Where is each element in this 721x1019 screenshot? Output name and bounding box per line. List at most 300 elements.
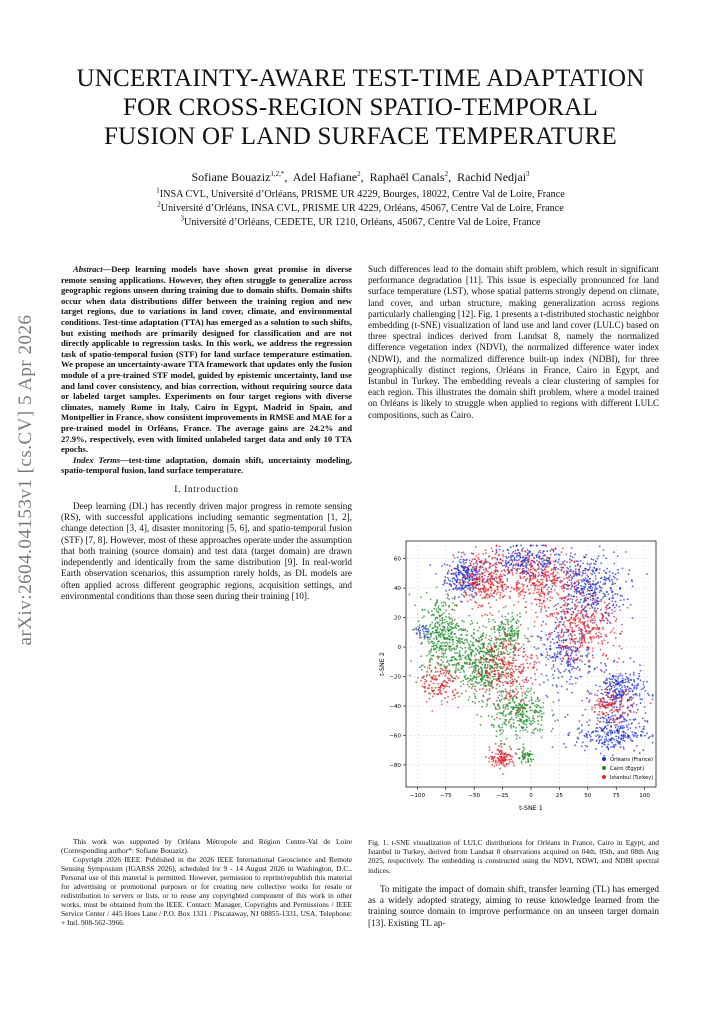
- scatter-point: [475, 670, 477, 672]
- scatter-point: [586, 615, 588, 617]
- scatter-point: [584, 606, 586, 608]
- scatter-point: [646, 681, 648, 683]
- scatter-point: [510, 725, 512, 727]
- scatter-point: [485, 682, 487, 684]
- scatter-point: [498, 555, 500, 557]
- scatter-point: [507, 619, 509, 621]
- scatter-point: [633, 672, 635, 674]
- scatter-point: [462, 588, 464, 590]
- scatter-point: [506, 664, 508, 666]
- scatter-point: [625, 690, 627, 692]
- scatter-point: [436, 678, 438, 680]
- scatter-point: [563, 621, 565, 623]
- scatter-point: [450, 622, 452, 624]
- scatter-point: [495, 639, 497, 641]
- right-column: [368, 264, 659, 421]
- scatter-point: [454, 697, 456, 699]
- scatter-point: [435, 651, 437, 653]
- scatter-point: [512, 567, 514, 569]
- scatter-point: [569, 672, 571, 674]
- figure-caption: Fig. 1. t-SNE visualization of LULC distributions for Orléans in France, Cairo in Egypt, and Istanbul in Turkey, derived from Landsat 8 observations acquired on 04th, 05th, and 08th Aug 2025, respectively. The embedding is constructed using the NDVI, NDWI, and NDBI spectral indices.: [368, 838, 659, 875]
- scatter-point: [487, 581, 489, 583]
- scatter-point: [496, 764, 498, 766]
- scatter-point: [532, 560, 534, 562]
- scatter-point: [504, 758, 506, 760]
- scatter-point: [452, 602, 454, 604]
- scatter-point: [611, 609, 613, 611]
- scatter-point: [499, 549, 501, 551]
- scatter-point: [493, 592, 495, 594]
- scatter-point: [632, 684, 634, 686]
- scatter-point: [448, 672, 450, 674]
- scatter-point: [603, 682, 605, 684]
- scatter-point: [489, 684, 491, 686]
- scatter-point: [557, 580, 559, 582]
- scatter-point: [600, 698, 602, 700]
- scatter-point: [505, 556, 507, 558]
- scatter-point: [499, 685, 501, 687]
- scatter-point: [505, 606, 507, 608]
- scatter-point: [596, 558, 598, 560]
- scatter-point: [508, 664, 510, 666]
- scatter-point: [500, 574, 502, 576]
- scatter-point: [481, 681, 483, 683]
- scatter-point: [595, 685, 597, 687]
- scatter-point: [459, 650, 461, 652]
- scatter-point: [633, 674, 635, 676]
- scatter-point: [530, 696, 532, 698]
- scatter-point: [511, 682, 513, 684]
- scatter-point: [539, 606, 541, 608]
- scatter-point: [472, 685, 474, 687]
- scatter-point: [641, 699, 643, 701]
- scatter-point: [521, 761, 523, 763]
- scatter-point: [482, 573, 484, 575]
- scatter-point: [479, 589, 481, 591]
- scatter-point: [594, 704, 596, 706]
- scatter-point: [604, 582, 606, 584]
- scatter-point: [471, 608, 473, 610]
- scatter-point: [516, 686, 518, 688]
- scatter-point: [590, 599, 592, 601]
- scatter-point: [562, 636, 564, 638]
- scatter-point: [547, 598, 549, 600]
- scatter-point: [601, 587, 603, 589]
- scatter-point: [460, 579, 462, 581]
- scatter-point: [476, 579, 478, 581]
- scatter-point: [636, 745, 638, 747]
- scatter-point: [475, 664, 477, 666]
- scatter-point: [528, 582, 530, 584]
- scatter-point: [513, 559, 515, 561]
- scatter-point: [571, 638, 573, 640]
- scatter-point: [452, 621, 454, 623]
- scatter-point: [421, 669, 423, 671]
- scatter-point: [525, 591, 527, 593]
- scatter-point: [497, 655, 499, 657]
- scatter-point: [437, 627, 439, 629]
- scatter-point: [563, 600, 565, 602]
- scatter-point: [599, 546, 601, 548]
- scatter-point: [510, 755, 512, 757]
- scatter-point: [614, 583, 616, 585]
- scatter-point: [562, 561, 564, 563]
- scatter-point: [561, 564, 563, 566]
- scatter-point: [574, 591, 576, 593]
- scatter-point: [596, 588, 598, 590]
- scatter-point: [517, 638, 519, 640]
- scatter-point: [483, 643, 485, 645]
- scatter-point: [453, 695, 455, 697]
- scatter-point: [498, 759, 500, 761]
- scatter-point: [443, 612, 445, 614]
- scatter-point: [435, 668, 437, 670]
- scatter-point: [619, 741, 621, 743]
- scatter-point: [424, 686, 426, 688]
- scatter-point: [462, 629, 464, 631]
- scatter-point: [482, 605, 484, 607]
- scatter-point: [460, 667, 462, 669]
- scatter-point: [509, 719, 511, 721]
- scatter-point: [474, 676, 476, 678]
- scatter-point: [508, 714, 510, 716]
- scatter-point: [435, 623, 437, 625]
- scatter-point: [503, 555, 505, 557]
- y-tick-label: −20: [389, 674, 401, 681]
- scatter-point: [609, 598, 611, 600]
- scatter-point: [567, 733, 569, 735]
- scatter-point: [434, 605, 436, 607]
- scatter-point: [604, 705, 606, 707]
- scatter-point: [423, 675, 425, 677]
- scatter-point: [510, 570, 512, 572]
- scatter-point: [542, 729, 544, 731]
- scatter-point: [487, 571, 489, 573]
- scatter-point: [542, 706, 544, 708]
- scatter-point: [516, 614, 518, 616]
- scatter-point: [466, 639, 468, 641]
- right-paragraph: To mitigate the impact of domain shift, transfer learning (TL) has emerged as a widely adopted strategy, aiming to reuse knowledge learned from the training source domain to improve performance on an unseen target domain [13]. Existing TL ap-: [368, 884, 659, 928]
- scatter-point: [617, 569, 619, 571]
- scatter-point: [479, 689, 481, 691]
- scatter-point: [533, 692, 535, 694]
- scatter-point: [522, 692, 524, 694]
- scatter-point: [428, 642, 430, 644]
- scatter-point: [522, 756, 524, 758]
- scatter-point: [497, 589, 499, 591]
- scatter-point: [557, 641, 559, 643]
- scatter-point: [424, 679, 426, 681]
- scatter-point: [622, 712, 624, 714]
- scatter-point: [619, 682, 621, 684]
- scatter-point: [546, 578, 548, 580]
- scatter-point: [522, 670, 524, 672]
- scatter-point: [435, 687, 437, 689]
- scatter-point: [532, 666, 534, 668]
- scatter-point: [507, 705, 509, 707]
- scatter-point: [418, 620, 420, 622]
- scatter-point: [617, 710, 619, 712]
- scatter-point: [612, 746, 614, 748]
- scatter-point: [485, 570, 487, 572]
- scatter-point: [615, 727, 617, 729]
- scatter-point: [604, 639, 606, 641]
- scatter-point: [424, 666, 426, 668]
- scatter-point: [473, 637, 475, 639]
- scatter-point: [636, 684, 638, 686]
- scatter-point: [577, 666, 579, 668]
- scatter-point: [596, 695, 598, 697]
- scatter-point: [422, 609, 424, 611]
- scatter-point: [501, 667, 503, 669]
- scatter-point: [561, 628, 563, 630]
- scatter-point: [443, 634, 445, 636]
- scatter-point: [529, 657, 531, 659]
- scatter-point: [571, 601, 573, 603]
- scatter-point: [600, 599, 602, 601]
- scatter-point: [472, 597, 474, 599]
- scatter-point: [590, 573, 592, 575]
- scatter-point: [456, 643, 458, 645]
- scatter-point: [460, 647, 462, 649]
- scatter-point: [483, 578, 485, 580]
- scatter-point: [474, 686, 476, 688]
- scatter-point: [626, 725, 628, 727]
- scatter-point: [447, 597, 449, 599]
- scatter-point: [598, 737, 600, 739]
- scatter-point: [463, 575, 465, 577]
- scatter-point: [491, 724, 493, 726]
- scatter-point: [618, 722, 620, 724]
- scatter-point: [496, 713, 498, 715]
- scatter-point: [492, 578, 494, 580]
- scatter-point: [564, 646, 566, 648]
- scatter-point: [446, 656, 448, 658]
- scatter-point: [587, 563, 589, 565]
- scatter-point: [468, 699, 470, 701]
- scatter-point: [435, 573, 437, 575]
- scatter-point: [552, 715, 554, 717]
- scatter-point: [520, 565, 522, 567]
- scatter-point: [507, 666, 509, 668]
- scatter-point: [625, 736, 627, 738]
- scatter-point: [611, 704, 613, 706]
- scatter-point: [484, 561, 486, 563]
- scatter-point: [461, 641, 463, 643]
- scatter-point: [517, 712, 519, 714]
- scatter-point: [459, 638, 461, 640]
- scatter-point: [608, 579, 610, 581]
- scatter-point: [521, 590, 523, 592]
- scatter-point: [550, 554, 552, 556]
- scatter-point: [600, 600, 602, 602]
- scatter-point: [503, 710, 505, 712]
- scatter-point: [498, 656, 500, 658]
- scatter-point: [489, 667, 491, 669]
- scatter-point: [512, 647, 514, 649]
- scatter-point: [529, 580, 531, 582]
- scatter-point: [603, 583, 605, 585]
- scatter-point: [482, 584, 484, 586]
- scatter-point: [504, 715, 506, 717]
- scatter-point: [456, 605, 458, 607]
- scatter-point: [540, 608, 542, 610]
- scatter-point: [606, 728, 608, 730]
- scatter-point: [505, 566, 507, 568]
- scatter-point: [460, 681, 462, 683]
- scatter-point: [454, 619, 456, 621]
- scatter-point: [474, 688, 476, 690]
- scatter-point: [452, 581, 454, 583]
- scatter-point: [625, 732, 627, 734]
- scatter-point: [587, 690, 589, 692]
- scatter-point: [430, 671, 432, 673]
- scatter-point: [425, 625, 427, 627]
- scatter-point: [500, 639, 502, 641]
- scatter-point: [611, 678, 613, 680]
- scatter-point: [491, 757, 493, 759]
- scatter-point: [504, 756, 506, 758]
- scatter-point: [527, 704, 529, 706]
- scatter-point: [523, 644, 525, 646]
- scatter-point: [493, 651, 495, 653]
- scatter-point: [516, 713, 518, 715]
- scatter-point: [580, 676, 582, 678]
- scatter-point: [465, 566, 467, 568]
- scatter-point: [571, 657, 573, 659]
- scatter-point: [592, 647, 594, 649]
- scatter-point: [603, 721, 605, 723]
- scatter-point: [476, 678, 478, 680]
- scatter-point: [605, 702, 607, 704]
- scatter-point: [523, 720, 525, 722]
- scatter-point: [507, 573, 509, 575]
- scatter-point: [556, 553, 558, 555]
- scatter-point: [590, 590, 592, 592]
- scatter-point: [552, 638, 554, 640]
- scatter-point: [489, 673, 491, 675]
- scatter-point: [577, 728, 579, 730]
- scatter-point: [512, 719, 514, 721]
- scatter-point: [641, 735, 643, 737]
- scatter-point: [536, 545, 538, 547]
- scatter-point: [493, 678, 495, 680]
- scatter-point: [591, 706, 593, 708]
- scatter-point: [505, 691, 507, 693]
- scatter-point: [588, 661, 590, 663]
- scatter-point: [608, 721, 610, 723]
- scatter-point: [596, 628, 598, 630]
- scatter-point: [623, 682, 625, 684]
- scatter-point: [652, 695, 654, 697]
- scatter-point: [619, 743, 621, 745]
- scatter-point: [521, 713, 523, 715]
- scatter-point: [620, 721, 622, 723]
- scatter-point: [491, 682, 493, 684]
- scatter-point: [566, 611, 568, 613]
- scatter-point: [637, 735, 639, 737]
- scatter-point: [486, 648, 488, 650]
- scatter-point: [417, 677, 419, 679]
- scatter-point: [547, 563, 549, 565]
- scatter-point: [469, 648, 471, 650]
- scatter-point: [485, 634, 487, 636]
- scatter-point: [476, 574, 478, 576]
- scatter-point: [424, 683, 426, 685]
- scatter-point: [609, 607, 611, 609]
- scatter-point: [566, 645, 568, 647]
- scatter-point: [476, 659, 478, 661]
- scatter-point: [475, 594, 477, 596]
- scatter-point: [466, 574, 468, 576]
- scatter-point: [565, 602, 567, 604]
- scatter-point: [515, 666, 517, 668]
- scatter-point: [614, 632, 616, 634]
- scatter-point: [419, 666, 421, 668]
- scatter-point: [511, 616, 513, 618]
- scatter-point: [454, 633, 456, 635]
- scatter-point: [627, 681, 629, 683]
- scatter-point: [462, 565, 464, 567]
- scatter-point: [593, 567, 595, 569]
- scatter-point: [481, 664, 483, 666]
- scatter-point: [571, 629, 573, 631]
- scatter-point: [504, 681, 506, 683]
- scatter-point: [466, 559, 468, 561]
- scatter-point: [601, 577, 603, 579]
- right-paragraph: Such differences lead to the domain shift problem, which result in significant performance degradation [11]. This issue is especially pronounced for land surface temperature (LST), whose spatial patterns strongly depend on climate, land cover, and urban structure, making generalization across regions particularly challenging [12]. Fig. 1 presents a t-distributed stochastic neighbor embedding (t-SNE) visualization of land use and land cover (LULC) based on three spectral indices derived from Landsat 8, namely the normalized difference vegetation index (NDVI), the normalized difference water index (NDWI), and the normalized difference built-up index (NDBI), for three geographically distinct regions, Orléans in France, Cairo in Egypt, and Istanbul in Turkey. The embedding reveals a clear clustering of samples for each region. This illustrates the domain shift problem, where a model trained on Orléans is likely to struggle when applied to regions with different LULC compositions, such as Cairo.: [368, 264, 659, 420]
- scatter-point: [566, 608, 568, 610]
- scatter-point: [630, 727, 632, 729]
- scatter-point: [444, 670, 446, 672]
- scatter-point: [452, 699, 454, 701]
- scatter-point: [464, 585, 466, 587]
- scatter-point: [522, 751, 524, 753]
- scatter-point: [538, 556, 540, 558]
- scatter-point: [600, 693, 602, 695]
- scatter-point: [570, 552, 572, 554]
- scatter-point: [503, 640, 505, 642]
- scatter-point: [525, 654, 527, 656]
- scatter-point: [616, 680, 618, 682]
- scatter-point: [452, 690, 454, 692]
- scatter-point: [573, 596, 575, 598]
- scatter-point: [554, 653, 556, 655]
- scatter-point: [503, 684, 505, 686]
- scatter-point: [605, 715, 607, 717]
- scatter-point: [470, 562, 472, 564]
- scatter-point: [551, 597, 553, 599]
- scatter-point: [569, 638, 571, 640]
- scatter-point: [465, 562, 467, 564]
- scatter-point: [565, 652, 567, 654]
- scatter-point: [506, 578, 508, 580]
- scatter-point: [585, 733, 587, 735]
- scatter-point: [611, 699, 613, 701]
- scatter-point: [616, 618, 618, 620]
- scatter-point: [530, 636, 532, 638]
- scatter-point: [524, 607, 526, 609]
- scatter-point: [585, 642, 587, 644]
- scatter-point: [429, 674, 431, 676]
- scatter-point: [429, 564, 431, 566]
- scatter-point: [639, 752, 641, 754]
- scatter-point: [563, 570, 565, 572]
- scatter-point: [610, 632, 612, 634]
- scatter-point: [557, 612, 559, 614]
- scatter-point: [450, 623, 452, 625]
- scatter-point: [551, 570, 553, 572]
